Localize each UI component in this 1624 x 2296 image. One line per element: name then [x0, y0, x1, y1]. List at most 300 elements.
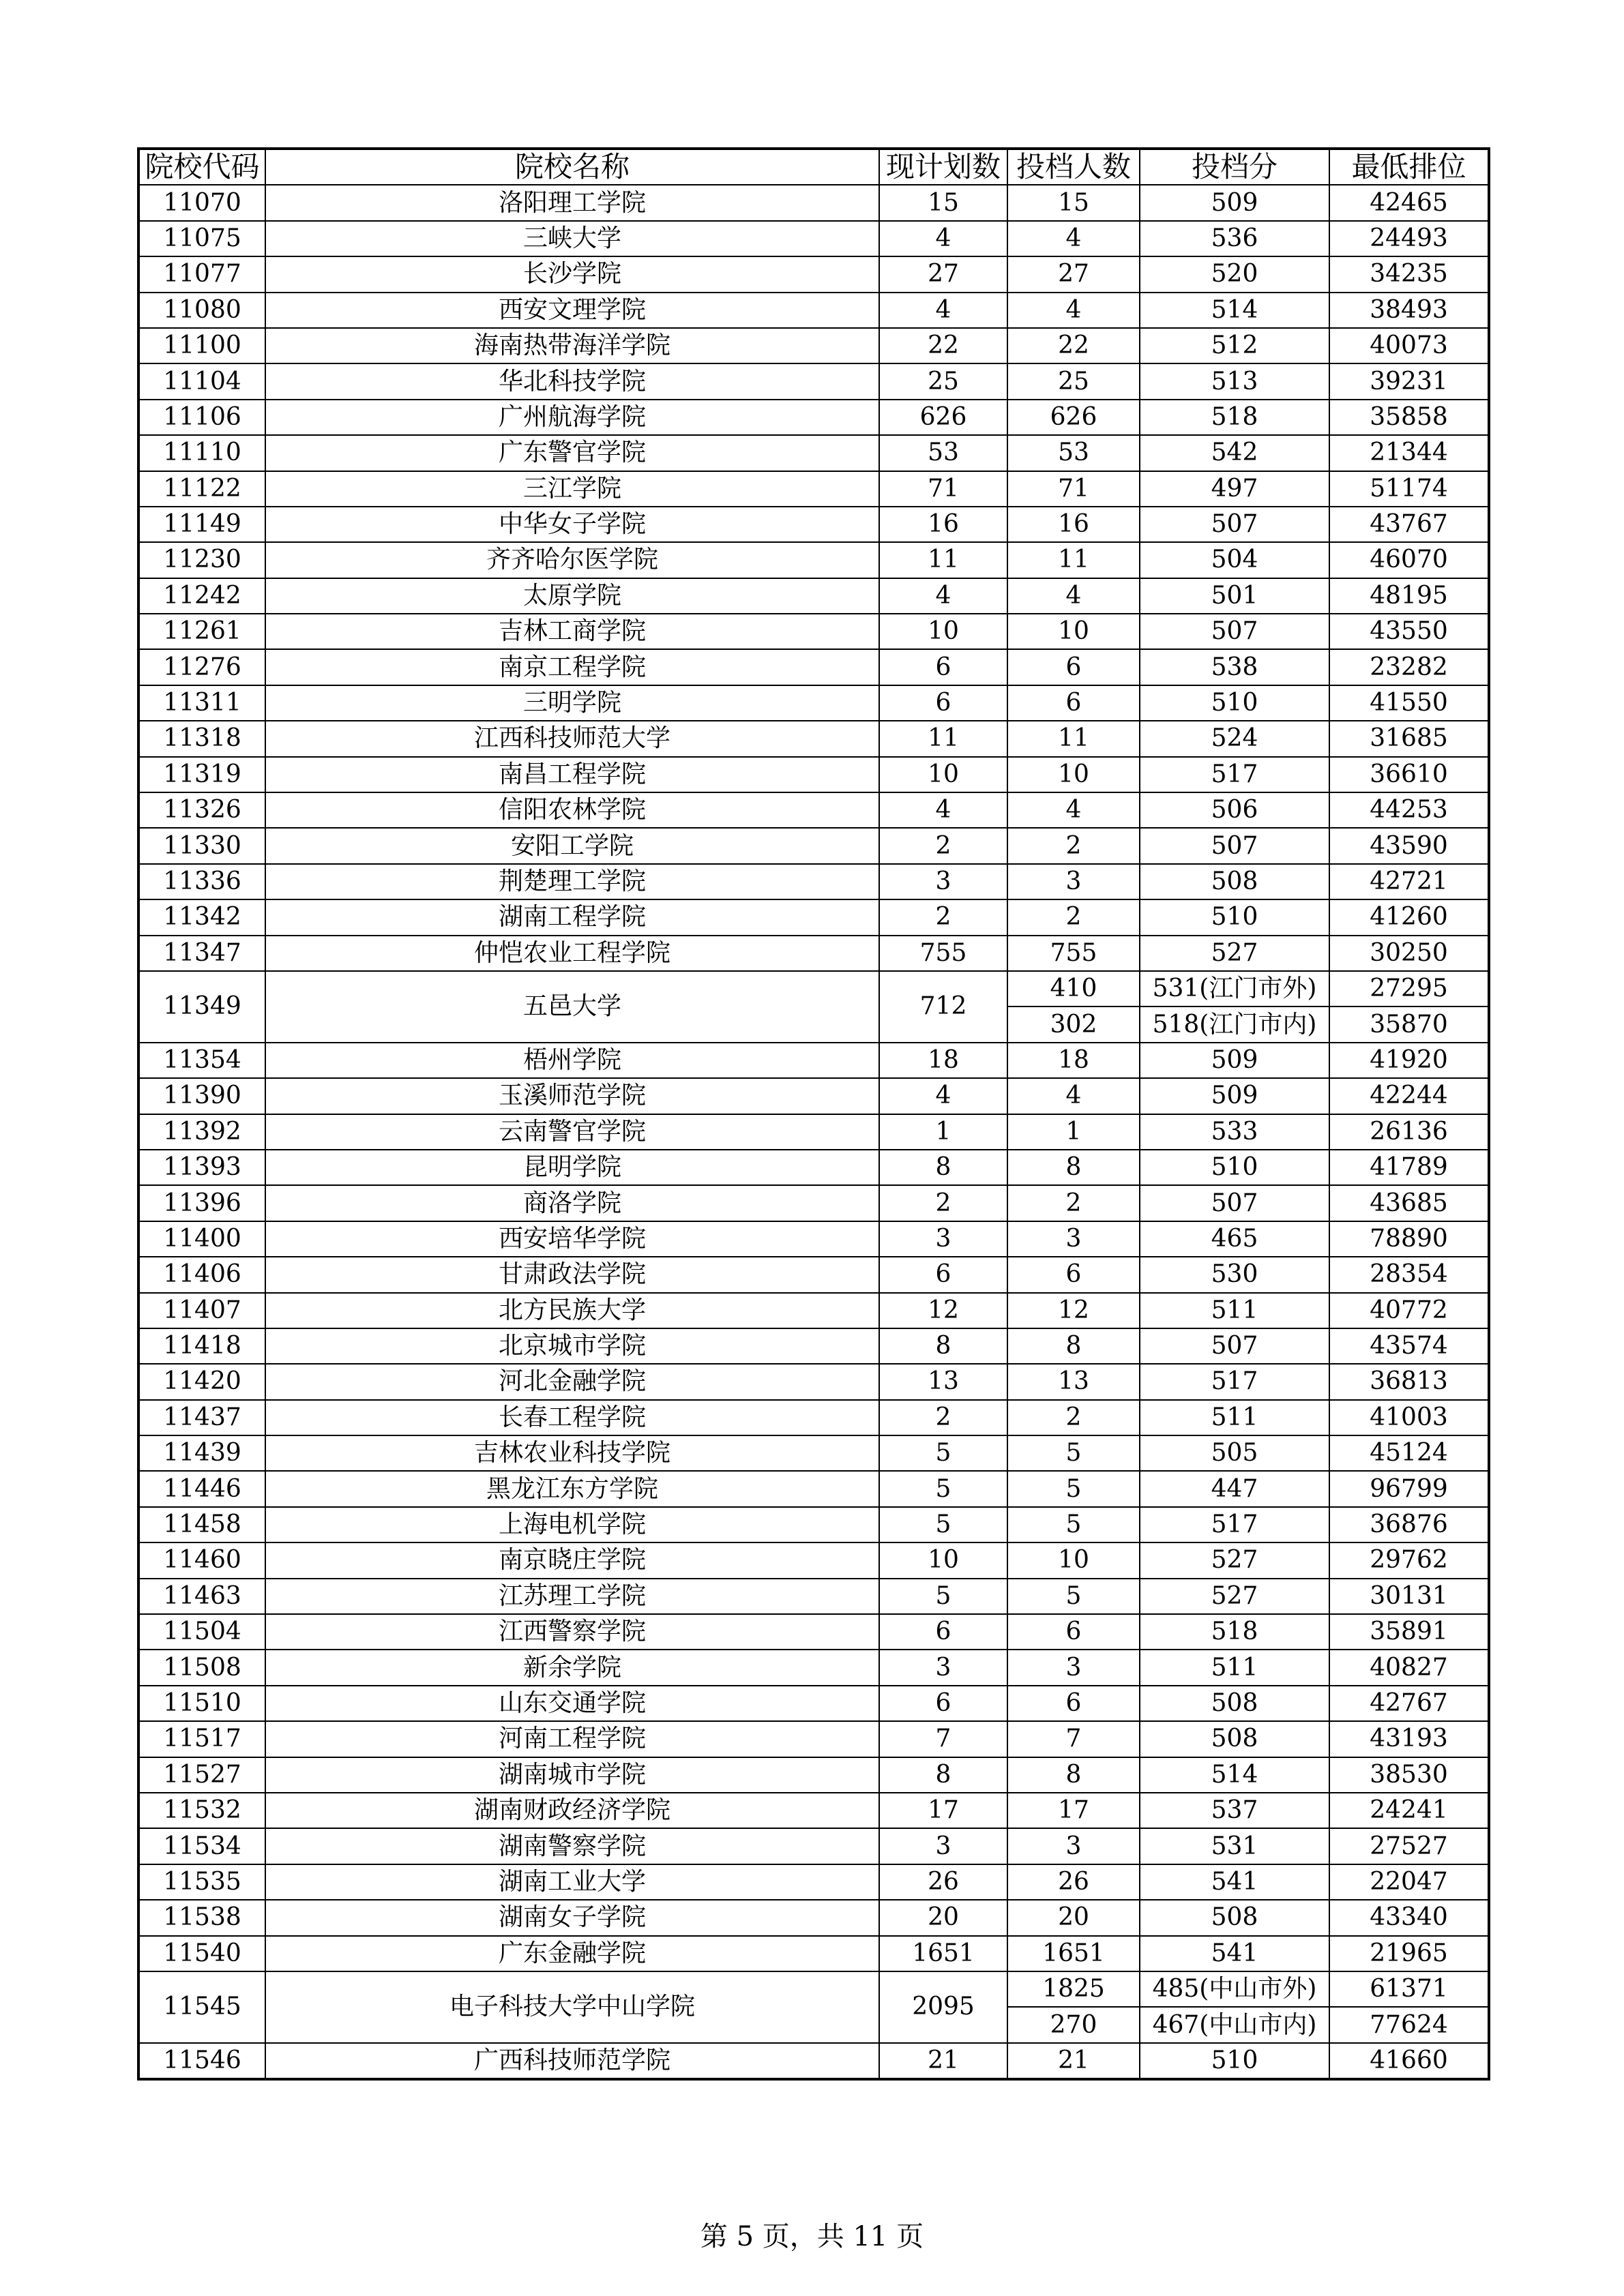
school-name-cell: 吉林工商学院 — [265, 614, 879, 649]
table-row — [138, 2043, 1489, 2079]
school-name-cell: 洛阳理工学院 — [265, 185, 879, 220]
min-rank-cell: 38530 — [1329, 1757, 1489, 1793]
table-row — [138, 1293, 1489, 1328]
school-name-cell: 华北科技学院 — [265, 363, 879, 399]
school-code-cell: 11336 — [138, 864, 265, 899]
plan-count-cell: 6 — [879, 1614, 1007, 1650]
min-rank-cell: 29762 — [1329, 1542, 1489, 1578]
school-code-cell: 11535 — [138, 1864, 265, 1900]
cutoff-score-cell: 507 — [1140, 1185, 1329, 1221]
table-row — [138, 1328, 1489, 1364]
admitted-count-cell: 2 — [1007, 899, 1140, 935]
plan-count-cell: 4 — [879, 792, 1007, 828]
plan-count-cell: 2 — [879, 899, 1007, 935]
school-name-cell: 北方民族大学 — [265, 1293, 879, 1328]
header-code: 院校代码 — [138, 149, 265, 185]
cutoff-score-cell: 530 — [1140, 1257, 1329, 1292]
admission-table — [137, 147, 1490, 2081]
school-name-cell: 梧州学院 — [265, 1043, 879, 1078]
plan-count-cell: 3 — [879, 864, 1007, 899]
plan-count-cell: 15 — [879, 185, 1007, 220]
school-code-cell: 11319 — [138, 757, 265, 792]
min-rank-cell: 38493 — [1329, 293, 1489, 328]
plan-count-cell: 21 — [879, 2043, 1007, 2079]
min-rank-cell: 61371 — [1329, 1971, 1489, 2007]
table-row — [138, 1936, 1489, 1971]
min-rank-cell: 27527 — [1329, 1828, 1489, 1864]
school-name-cell: 江西警察学院 — [265, 1614, 879, 1650]
table-row — [138, 1614, 1489, 1650]
school-code-cell: 11230 — [138, 542, 265, 578]
min-rank-cell: 43574 — [1329, 1328, 1489, 1364]
cutoff-score-cell: 510 — [1140, 685, 1329, 721]
admitted-count-cell: 5 — [1007, 1435, 1140, 1471]
table-row — [138, 1721, 1489, 1757]
school-code-cell: 11538 — [138, 1900, 265, 1935]
school-code-cell: 11354 — [138, 1043, 265, 1078]
cutoff-score-cell: 538 — [1140, 649, 1329, 685]
cutoff-score-cell: 507 — [1140, 828, 1329, 863]
min-rank-cell: 39231 — [1329, 363, 1489, 399]
min-rank-cell: 43193 — [1329, 1721, 1489, 1757]
plan-count-cell: 4 — [879, 221, 1007, 256]
plan-count-cell: 3 — [879, 1221, 1007, 1257]
admitted-count-cell: 8 — [1007, 1150, 1140, 1185]
header-row — [138, 149, 1489, 185]
admitted-count-cell: 5 — [1007, 1579, 1140, 1614]
school-code-cell: 11420 — [138, 1364, 265, 1399]
cutoff-score-cell: 508 — [1140, 1900, 1329, 1935]
min-rank-cell: 42244 — [1329, 1078, 1489, 1114]
school-name-cell: 广州航海学院 — [265, 400, 879, 435]
plan-count-cell: 5 — [879, 1471, 1007, 1506]
admitted-count-cell: 13 — [1007, 1364, 1140, 1399]
table-row — [138, 1900, 1489, 1935]
table-row — [138, 1471, 1489, 1506]
min-rank-cell: 30250 — [1329, 936, 1489, 971]
plan-count-cell: 22 — [879, 328, 1007, 363]
plan-count-cell: 25 — [879, 363, 1007, 399]
school-name-cell: 湖南工程学院 — [265, 899, 879, 935]
admitted-count-cell: 302 — [1007, 1007, 1140, 1042]
cutoff-score-cell: 508 — [1140, 1721, 1329, 1757]
table-row — [138, 256, 1489, 292]
table-row — [138, 435, 1489, 471]
plan-count-cell: 10 — [879, 1542, 1007, 1578]
min-rank-cell: 40073 — [1329, 328, 1489, 363]
admitted-count-cell: 12 — [1007, 1293, 1140, 1328]
school-code-cell: 11406 — [138, 1257, 265, 1292]
admitted-count-cell: 2 — [1007, 1185, 1140, 1221]
admitted-count-cell: 1825 — [1007, 1971, 1140, 2007]
min-rank-cell: 42721 — [1329, 864, 1489, 899]
cutoff-score-cell: 531(江门市外) — [1140, 971, 1329, 1007]
cutoff-score-cell: 517 — [1140, 1364, 1329, 1399]
table-row — [138, 1542, 1489, 1578]
school-name-cell: 商洛学院 — [265, 1185, 879, 1221]
plan-count-cell: 17 — [879, 1793, 1007, 1828]
school-code-cell: 11390 — [138, 1078, 265, 1114]
school-code-cell: 11504 — [138, 1614, 265, 1650]
plan-count-cell: 755 — [879, 936, 1007, 971]
admitted-count-cell: 3 — [1007, 864, 1140, 899]
admitted-count-cell: 3 — [1007, 1221, 1140, 1257]
admitted-count-cell: 1 — [1007, 1114, 1140, 1150]
min-rank-cell: 43685 — [1329, 1185, 1489, 1221]
cutoff-score-cell: 542 — [1140, 435, 1329, 471]
cutoff-score-cell: 510 — [1140, 899, 1329, 935]
school-name-cell: 湖南城市学院 — [265, 1757, 879, 1793]
school-code-cell: 11400 — [138, 1221, 265, 1257]
cutoff-score-cell: 510 — [1140, 2043, 1329, 2079]
cutoff-score-cell: 517 — [1140, 757, 1329, 792]
table-row — [138, 1793, 1489, 1828]
min-rank-cell: 35870 — [1329, 1007, 1489, 1042]
cutoff-score-cell: 513 — [1140, 363, 1329, 399]
min-rank-cell: 21965 — [1329, 1936, 1489, 1971]
min-rank-cell: 35891 — [1329, 1614, 1489, 1650]
plan-count-cell: 18 — [879, 1043, 1007, 1078]
school-name-cell: 长沙学院 — [265, 256, 879, 292]
plan-count-cell: 626 — [879, 400, 1007, 435]
min-rank-cell: 44253 — [1329, 792, 1489, 828]
admitted-count-cell: 8 — [1007, 1328, 1140, 1364]
school-name-cell: 西安培华学院 — [265, 1221, 879, 1257]
school-name-cell: 长春工程学院 — [265, 1400, 879, 1435]
table-row — [138, 649, 1489, 685]
table-row — [138, 971, 1489, 1007]
cutoff-score-cell: 507 — [1140, 614, 1329, 649]
cutoff-score-cell: 537 — [1140, 1793, 1329, 1828]
school-code-cell: 11349 — [138, 971, 265, 1043]
table-row — [138, 1971, 1489, 2007]
school-code-cell: 11437 — [138, 1400, 265, 1435]
min-rank-cell: 45124 — [1329, 1435, 1489, 1471]
table-row — [138, 828, 1489, 863]
min-rank-cell: 77624 — [1329, 2007, 1489, 2042]
school-code-cell: 11330 — [138, 828, 265, 863]
min-rank-cell: 41003 — [1329, 1400, 1489, 1435]
school-name-cell: 河北金融学院 — [265, 1364, 879, 1399]
school-name-cell: 齐齐哈尔医学院 — [265, 542, 879, 578]
cutoff-score-cell: 497 — [1140, 471, 1329, 507]
plan-count-cell: 6 — [879, 1257, 1007, 1292]
school-name-cell: 南昌工程学院 — [265, 757, 879, 792]
table-row — [138, 1150, 1489, 1185]
school-code-cell: 11347 — [138, 936, 265, 971]
school-name-cell: 吉林农业科技学院 — [265, 1435, 879, 1471]
school-name-cell: 湖南警察学院 — [265, 1828, 879, 1864]
plan-count-cell: 26 — [879, 1864, 1007, 1900]
plan-count-cell: 2 — [879, 828, 1007, 863]
school-code-cell: 11261 — [138, 614, 265, 649]
table-row — [138, 1221, 1489, 1257]
table-row — [138, 1650, 1489, 1685]
school-name-cell: 安阳工学院 — [265, 828, 879, 863]
cutoff-score-cell: 507 — [1140, 1328, 1329, 1364]
school-code-cell: 11460 — [138, 1542, 265, 1578]
table-row — [138, 757, 1489, 792]
admitted-count-cell: 27 — [1007, 256, 1140, 292]
min-rank-cell: 78890 — [1329, 1221, 1489, 1257]
school-code-cell: 11540 — [138, 1936, 265, 1971]
cutoff-score-cell: 518 — [1140, 400, 1329, 435]
school-name-cell: 湖南财政经济学院 — [265, 1793, 879, 1828]
table-row — [138, 685, 1489, 721]
admitted-count-cell: 6 — [1007, 1614, 1140, 1650]
admitted-count-cell: 626 — [1007, 400, 1140, 435]
min-rank-cell: 46070 — [1329, 542, 1489, 578]
school-name-cell: 中华女子学院 — [265, 507, 879, 542]
table-row — [138, 1757, 1489, 1793]
school-code-cell: 11318 — [138, 721, 265, 756]
school-code-cell: 11100 — [138, 328, 265, 363]
admission-table-container — [137, 147, 1490, 2081]
plan-count-cell: 2 — [879, 1400, 1007, 1435]
admitted-count-cell: 11 — [1007, 721, 1140, 756]
plan-count-cell: 2 — [879, 1185, 1007, 1221]
admitted-count-cell: 5 — [1007, 1507, 1140, 1542]
table-row — [138, 614, 1489, 649]
school-name-cell: 仲恺农业工程学院 — [265, 936, 879, 971]
school-name-cell: 山东交通学院 — [265, 1686, 879, 1721]
min-rank-cell: 42767 — [1329, 1686, 1489, 1721]
school-name-cell: 三明学院 — [265, 685, 879, 721]
school-code-cell: 11122 — [138, 471, 265, 507]
admitted-count-cell: 7 — [1007, 1721, 1140, 1757]
school-name-cell: 黑龙江东方学院 — [265, 1471, 879, 1506]
plan-count-cell: 11 — [879, 542, 1007, 578]
admitted-count-cell: 21 — [1007, 2043, 1140, 2079]
cutoff-score-cell: 541 — [1140, 1936, 1329, 1971]
admitted-count-cell: 10 — [1007, 757, 1140, 792]
header-plan: 现计划数 — [879, 149, 1007, 185]
table-row — [138, 792, 1489, 828]
plan-count-cell: 6 — [879, 685, 1007, 721]
min-rank-cell: 36876 — [1329, 1507, 1489, 1542]
page-footer: 第 5 页，共 11 页 — [700, 2221, 924, 2252]
school-name-cell: 湖南工业大学 — [265, 1864, 879, 1900]
school-name-cell: 电子科技大学中山学院 — [265, 1971, 879, 2043]
school-code-cell: 11393 — [138, 1150, 265, 1185]
header-score: 投档分 — [1140, 149, 1329, 185]
admitted-count-cell: 3 — [1007, 1650, 1140, 1685]
admitted-count-cell: 17 — [1007, 1793, 1140, 1828]
school-code-cell: 11075 — [138, 221, 265, 256]
min-rank-cell: 40827 — [1329, 1650, 1489, 1685]
plan-count-cell: 10 — [879, 757, 1007, 792]
table-row — [138, 328, 1489, 363]
admitted-count-cell: 3 — [1007, 1828, 1140, 1864]
table-row — [138, 507, 1489, 542]
plan-count-cell: 3 — [879, 1650, 1007, 1685]
min-rank-cell: 43340 — [1329, 1900, 1489, 1935]
table-row — [138, 936, 1489, 971]
cutoff-score-cell: 511 — [1140, 1650, 1329, 1685]
admitted-count-cell: 16 — [1007, 507, 1140, 542]
table-row — [138, 293, 1489, 328]
school-name-cell: 湖南女子学院 — [265, 1900, 879, 1935]
min-rank-cell: 41789 — [1329, 1150, 1489, 1185]
school-code-cell: 11407 — [138, 1293, 265, 1328]
min-rank-cell: 34235 — [1329, 256, 1489, 292]
cutoff-score-cell: 508 — [1140, 864, 1329, 899]
table-row — [138, 471, 1489, 507]
school-name-cell: 南京晓庄学院 — [265, 1542, 879, 1578]
cutoff-score-cell: 524 — [1140, 721, 1329, 756]
school-name-cell: 三江学院 — [265, 471, 879, 507]
min-rank-cell: 41550 — [1329, 685, 1489, 721]
school-code-cell: 11070 — [138, 185, 265, 220]
school-code-cell: 11463 — [138, 1579, 265, 1614]
school-code-cell: 11326 — [138, 792, 265, 828]
admitted-count-cell: 4 — [1007, 1078, 1140, 1114]
plan-count-cell: 4 — [879, 293, 1007, 328]
plan-count-cell: 6 — [879, 1686, 1007, 1721]
min-rank-cell: 96799 — [1329, 1471, 1489, 1506]
header-count: 投档人数 — [1007, 149, 1140, 185]
school-code-cell: 11517 — [138, 1721, 265, 1757]
cutoff-score-cell: 514 — [1140, 293, 1329, 328]
min-rank-cell: 23282 — [1329, 649, 1489, 685]
school-code-cell: 11149 — [138, 507, 265, 542]
min-rank-cell: 27295 — [1329, 971, 1489, 1007]
school-code-cell: 11532 — [138, 1793, 265, 1828]
cutoff-score-cell: 465 — [1140, 1221, 1329, 1257]
school-name-cell: 太原学院 — [265, 578, 879, 614]
cutoff-score-cell: 514 — [1140, 1757, 1329, 1793]
admitted-count-cell: 4 — [1007, 221, 1140, 256]
table-row — [138, 542, 1489, 578]
school-code-cell: 11392 — [138, 1114, 265, 1150]
plan-count-cell: 5 — [879, 1435, 1007, 1471]
table-body — [138, 185, 1489, 2079]
school-name-cell: 江苏理工学院 — [265, 1579, 879, 1614]
plan-count-cell: 11 — [879, 721, 1007, 756]
table-row — [138, 1686, 1489, 1721]
plan-count-cell: 2095 — [879, 1971, 1007, 2043]
admitted-count-cell: 5 — [1007, 1471, 1140, 1506]
school-code-cell: 11534 — [138, 1828, 265, 1864]
admitted-count-cell: 270 — [1007, 2007, 1140, 2042]
admitted-count-cell: 4 — [1007, 792, 1140, 828]
table-row — [138, 1400, 1489, 1435]
plan-count-cell: 27 — [879, 256, 1007, 292]
admitted-count-cell: 6 — [1007, 649, 1140, 685]
cutoff-score-cell: 467(中山市内) — [1140, 2007, 1329, 2042]
school-name-cell: 玉溪师范学院 — [265, 1078, 879, 1114]
school-name-cell: 上海电机学院 — [265, 1507, 879, 1542]
table-row — [138, 221, 1489, 256]
school-name-cell: 昆明学院 — [265, 1150, 879, 1185]
plan-count-cell: 20 — [879, 1900, 1007, 1935]
table-row — [138, 1507, 1489, 1542]
table-row — [138, 400, 1489, 435]
table-row — [138, 1435, 1489, 1471]
cutoff-score-cell: 485(中山市外) — [1140, 1971, 1329, 2007]
school-code-cell: 11311 — [138, 685, 265, 721]
school-name-cell: 南京工程学院 — [265, 649, 879, 685]
plan-count-cell: 10 — [879, 614, 1007, 649]
header-name: 院校名称 — [265, 149, 879, 185]
table-row — [138, 1043, 1489, 1078]
plan-count-cell: 53 — [879, 435, 1007, 471]
admitted-count-cell: 6 — [1007, 685, 1140, 721]
school-code-cell: 11342 — [138, 899, 265, 935]
plan-count-cell: 71 — [879, 471, 1007, 507]
school-name-cell: 云南警官学院 — [265, 1114, 879, 1150]
cutoff-score-cell: 536 — [1140, 221, 1329, 256]
cutoff-score-cell: 509 — [1140, 1043, 1329, 1078]
school-code-cell: 11527 — [138, 1757, 265, 1793]
admitted-count-cell: 26 — [1007, 1864, 1140, 1900]
school-code-cell: 11510 — [138, 1686, 265, 1721]
min-rank-cell: 41920 — [1329, 1043, 1489, 1078]
school-name-cell: 三峡大学 — [265, 221, 879, 256]
min-rank-cell: 24241 — [1329, 1793, 1489, 1828]
cutoff-score-cell: 527 — [1140, 1579, 1329, 1614]
admitted-count-cell: 8 — [1007, 1757, 1140, 1793]
plan-count-cell: 712 — [879, 971, 1007, 1043]
school-code-cell: 11446 — [138, 1471, 265, 1506]
plan-count-cell: 1651 — [879, 1936, 1007, 1971]
cutoff-score-cell: 527 — [1140, 1542, 1329, 1578]
cutoff-score-cell: 541 — [1140, 1864, 1329, 1900]
cutoff-score-cell: 517 — [1140, 1507, 1329, 1542]
cutoff-score-cell: 518(江门市内) — [1140, 1007, 1329, 1042]
school-name-cell: 广西科技师范学院 — [265, 2043, 879, 2079]
cutoff-score-cell: 520 — [1140, 256, 1329, 292]
cutoff-score-cell: 509 — [1140, 185, 1329, 220]
plan-count-cell: 12 — [879, 1293, 1007, 1328]
cutoff-score-cell: 533 — [1140, 1114, 1329, 1150]
school-name-cell: 信阳农林学院 — [265, 792, 879, 828]
admitted-count-cell: 25 — [1007, 363, 1140, 399]
plan-count-cell: 13 — [879, 1364, 1007, 1399]
table-row — [138, 899, 1489, 935]
cutoff-score-cell: 447 — [1140, 1471, 1329, 1506]
cutoff-score-cell: 511 — [1140, 1400, 1329, 1435]
table-row — [138, 1185, 1489, 1221]
admitted-count-cell: 410 — [1007, 971, 1140, 1007]
admitted-count-cell: 71 — [1007, 471, 1140, 507]
admitted-count-cell: 11 — [1007, 542, 1140, 578]
cutoff-score-cell: 504 — [1140, 542, 1329, 578]
min-rank-cell: 41660 — [1329, 2043, 1489, 2079]
school-code-cell: 11106 — [138, 400, 265, 435]
table-row — [138, 1078, 1489, 1114]
min-rank-cell: 51174 — [1329, 471, 1489, 507]
plan-count-cell: 4 — [879, 1078, 1007, 1114]
school-name-cell: 五邑大学 — [265, 971, 879, 1043]
min-rank-cell: 43767 — [1329, 507, 1489, 542]
admitted-count-cell: 10 — [1007, 1542, 1140, 1578]
plan-count-cell: 8 — [879, 1150, 1007, 1185]
admitted-count-cell: 15 — [1007, 185, 1140, 220]
min-rank-cell: 41260 — [1329, 899, 1489, 935]
cutoff-score-cell: 512 — [1140, 328, 1329, 363]
admitted-count-cell: 6 — [1007, 1686, 1140, 1721]
header-rank: 最低排位 — [1329, 149, 1489, 185]
school-name-cell: 西安文理学院 — [265, 293, 879, 328]
school-code-cell: 11545 — [138, 1971, 265, 2043]
admitted-count-cell: 4 — [1007, 578, 1140, 614]
cutoff-score-cell: 527 — [1140, 936, 1329, 971]
admitted-count-cell: 755 — [1007, 936, 1140, 971]
min-rank-cell: 30131 — [1329, 1579, 1489, 1614]
min-rank-cell: 40772 — [1329, 1293, 1489, 1328]
plan-count-cell: 5 — [879, 1579, 1007, 1614]
